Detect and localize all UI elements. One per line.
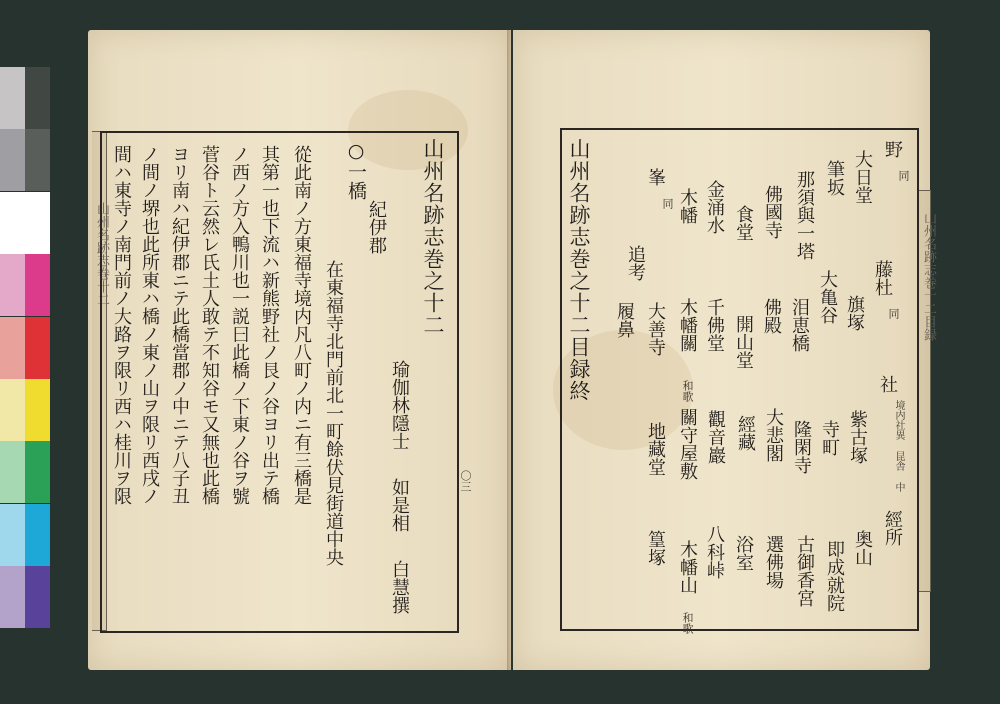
left-page [88,30,511,670]
entry-note-waka: 和歌 [681,380,694,402]
color-patch [0,67,25,129]
entry-kanawaki: 金涌水 [704,180,725,234]
region-heading: 紀伊郡 [366,200,387,254]
folio-number: 〇三 [459,470,472,492]
fold-text-left: 山州名跡志巻十二 [94,202,109,306]
entry-daizenji: 大善寺 [645,302,666,356]
entry-note-small: 境内社異 昆舎 中 [893,400,904,492]
color-patch [25,129,50,191]
color-patch [25,67,50,129]
entry-kyosho: 經所 [882,510,903,546]
entry-kohatanoseki: 木幡關 [677,298,698,352]
entry-mine: 峯 [645,168,666,186]
entry-note: 同 [887,308,900,319]
color-patch [25,192,50,254]
color-patch [0,441,25,503]
entry-kohata: 木幡 [677,188,698,224]
entry-butsuden: 佛殿 [761,298,782,334]
tsuiko-heading: 追考 [625,245,646,281]
text-column-5: ノ西ノ方入鴨川也一説曰此橋ノ下東ノ谷ヲ號 [229,145,250,505]
text-column-2: 在東福寺北門前北一町餘伏見街道中央 [323,260,344,566]
entry-fujinomori: 藤杜 [872,260,893,296]
entry-takamurazuka: 篁塚 [645,530,666,566]
author-line-1: 瑜伽林隱士 [389,360,410,450]
entry-note: 同 [897,170,910,181]
entry-namidabashi: 泪恵橋 [789,298,810,352]
volume-title: 山州名跡志巻之十二 [421,138,445,336]
color-patch [0,504,25,566]
color-calibration-strip [0,67,50,629]
entry-daihikaku: 大悲閣 [763,408,784,462]
text-column-6: 菅谷ト云然レ氏土人敢テ不知谷モ又無也此橋 [199,145,220,505]
entry-fudezaka: 筆坂 [824,160,845,196]
entry-no: 野 [882,140,903,158]
entry-ryukanji: 隆閑寺 [791,420,812,474]
entry-senbutsudo: 千佛堂 [704,298,725,352]
color-patch [25,566,50,628]
entry-jizodo: 地藏堂 [645,422,666,476]
color-patch [0,379,25,441]
color-patch [25,379,50,441]
entry-okuyama: 奥山 [852,530,873,566]
entry-sha: 社 [877,375,898,393]
entry-sokujojuin: 即成就院 [824,540,845,612]
entry-murasakizuka: 紫古塚 [847,410,868,464]
entry-teramachi: 寺町 [819,420,840,456]
color-patch [0,129,25,191]
entry-note-waka: 和歌 [681,612,694,634]
text-column-8: ノ間ノ堺也此所東ハ橋ノ東ノ山ヲ限リ西戌ノ [139,145,160,505]
text-column-1: ○一橋 [345,140,367,200]
color-patch [25,254,50,316]
fold-strip-right [918,190,936,592]
entry-furugokonomiya: 古御香宮 [794,535,815,607]
author-line-3: 白慧撰 [389,560,410,614]
text-column-9: 間ハ東寺ノ南門前ノ大路ヲ限リ西ハ桂川ヲ限 [111,145,132,505]
color-patch [0,566,25,628]
contents-end-title: 山州名跡志巻之十二目録終 [567,138,591,402]
entry-yashinatoge: 八科峠 [704,525,725,579]
color-patch [25,504,50,566]
open-book [88,30,936,670]
color-patch [25,317,50,379]
entry-jikido: 食堂 [733,205,754,241]
entry-kutsuhana: 履鼻 [614,302,635,338]
entry-kaisando: 開山堂 [733,315,754,369]
entry-yokushitsu: 浴室 [733,535,754,571]
entry-kohatayama: 木幡山 [677,540,698,594]
entry-bukkokuji: 佛國寺 [762,185,783,239]
fold-text-right: 山州名跡志巻十二目録 [921,211,936,341]
color-patch [0,192,25,254]
entry-ogamedani: 大亀谷 [817,270,838,324]
entry-sekimoriyashiki: 關守屋敷 [677,408,698,480]
entry-senbutsujo: 選佛場 [763,535,784,589]
text-column-4: 其第一也下流ハ新熊野社ノ艮ノ谷ヨリ出テ橋 [259,145,280,505]
entry-dainichido: 大日堂 [852,150,873,204]
entry-kyozo: 經藏 [735,415,756,451]
text-column-3: 從此南ノ方東福寺境内凡八町ノ内ニ有三橋是 [291,145,312,505]
color-patch [0,254,25,316]
color-patch [25,441,50,503]
entry-note: 同 [661,198,674,209]
entry-hatazuka: 旗塚 [844,295,865,331]
color-patch [0,317,25,379]
text-column-7: ヨリ南ハ紀伊郡ニテ此橋當郡ノ中ニテ八子丑 [169,145,190,505]
author-line-2: 如是相 [389,478,410,532]
entry-kannongan: 觀音巖 [705,410,726,464]
entry-nasuyoichi: 那須與一塔 [794,170,815,260]
